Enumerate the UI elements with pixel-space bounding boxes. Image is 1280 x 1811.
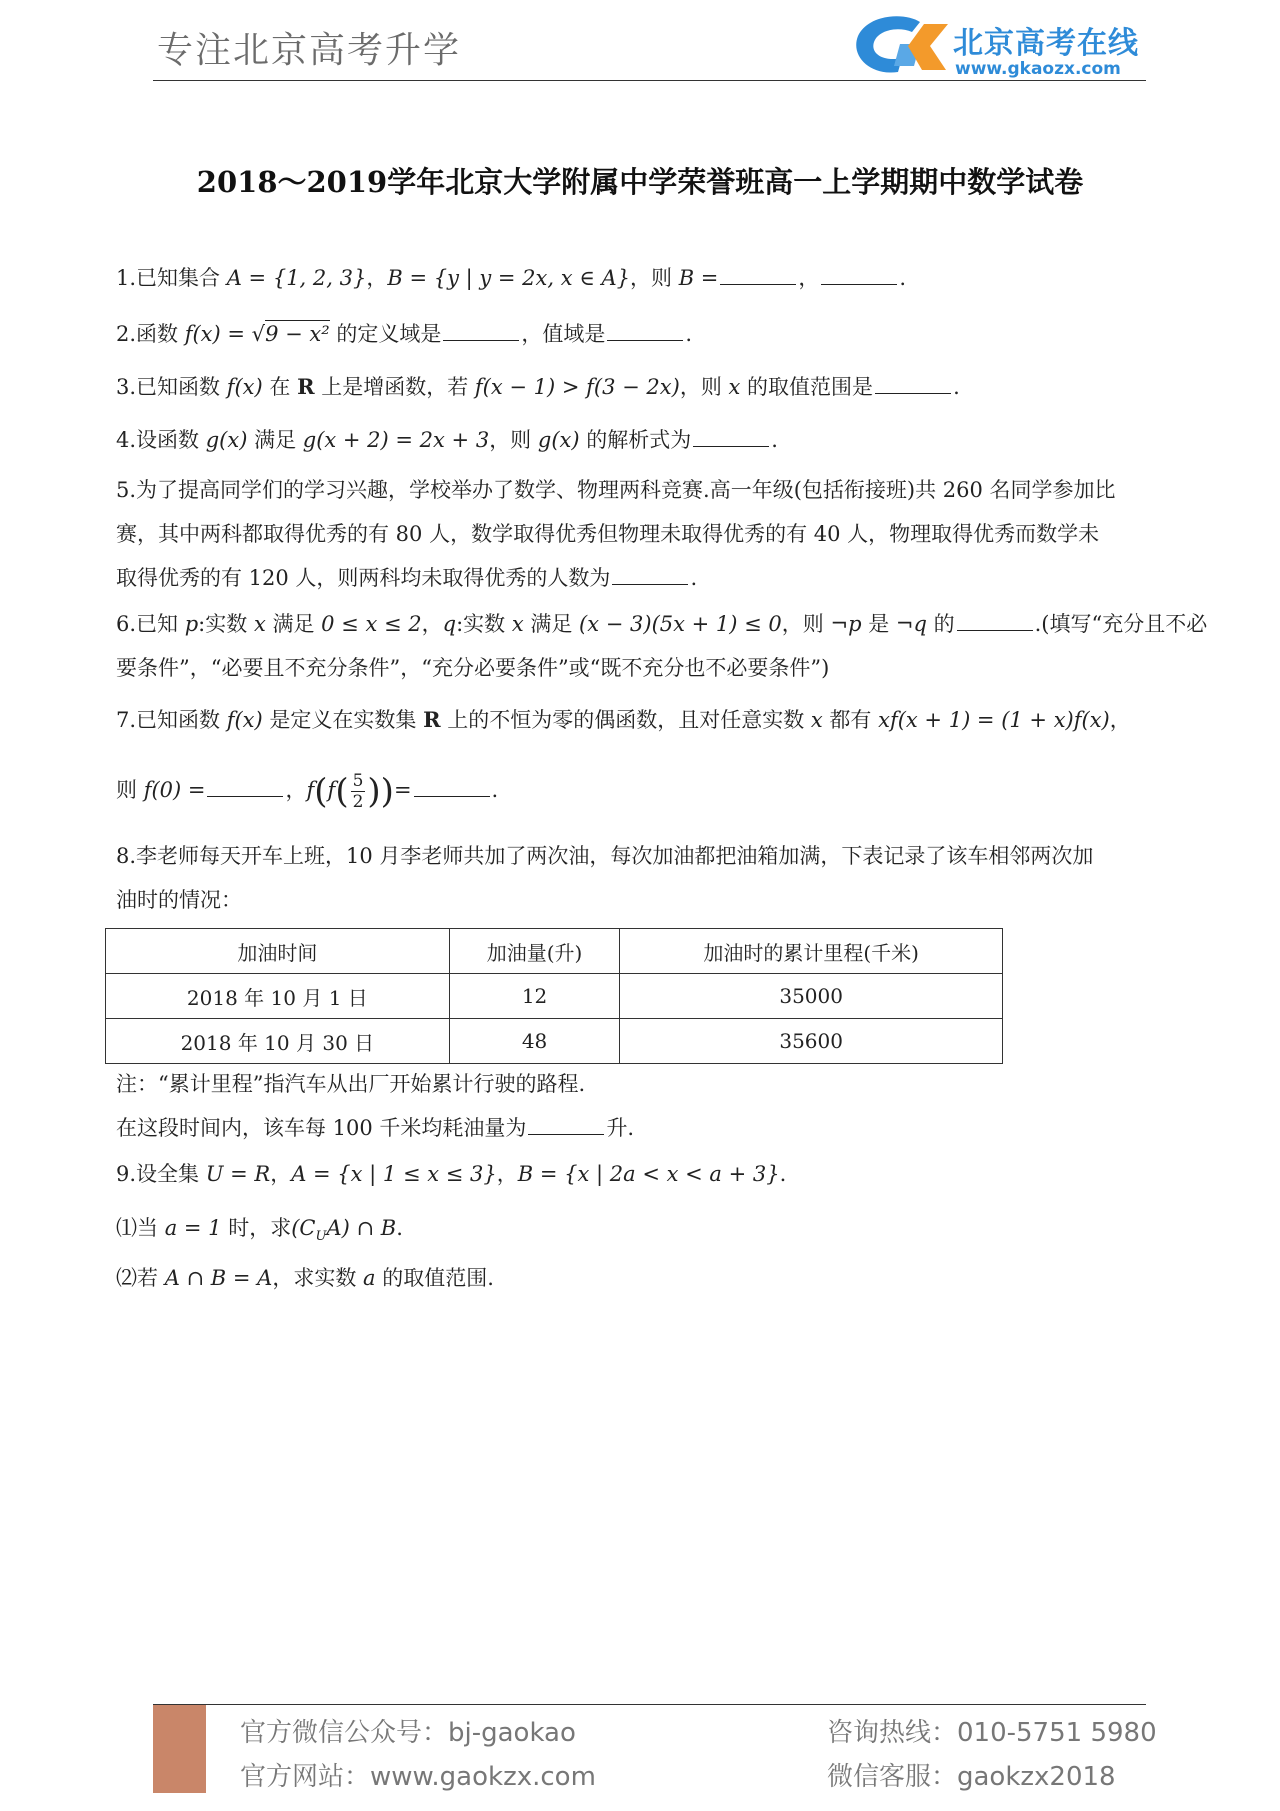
q3-in: 在 bbox=[262, 375, 298, 399]
q2-answer-blank-1 bbox=[443, 339, 519, 341]
q7-x: x bbox=[810, 708, 823, 732]
q1-sep: ， bbox=[366, 266, 388, 290]
q8-line-2: 油时的情况： bbox=[116, 888, 242, 912]
q7-def: 是定义在实数集 bbox=[262, 708, 424, 732]
logo-url: www.gkaozx.com bbox=[955, 59, 1121, 79]
header-divider bbox=[153, 80, 1146, 81]
q7-frac-num: 5 bbox=[352, 771, 364, 791]
q3-reals: R bbox=[297, 374, 315, 399]
q6-range: 0 ≤ x ≤ 2 bbox=[321, 612, 422, 636]
logo-text: 北京高考在线 bbox=[953, 26, 1139, 61]
q8-line-1: 8.李老师每天开车上班，10 月李老师共加了两次油，每次加油都把油箱加满，下表记录了该车相邻两次加 bbox=[116, 844, 1094, 868]
question-8 bbox=[116, 834, 1176, 922]
q4-func-2: g(x) bbox=[537, 428, 580, 452]
q4-func: g(x) bbox=[205, 428, 248, 452]
q9-universe: U = R bbox=[205, 1162, 271, 1186]
q3-func: f(x) bbox=[226, 375, 263, 399]
q7-f0: f(0) = bbox=[143, 778, 206, 802]
q9-sub2-ask: ，求实数 bbox=[272, 1266, 364, 1290]
q7-f-inner: f bbox=[327, 778, 336, 802]
q6-sep: ， bbox=[421, 612, 443, 636]
q1-text: 1.已知集合 bbox=[116, 266, 227, 290]
q3-text: 3.已知函数 bbox=[116, 375, 227, 399]
table-cell: 12 bbox=[449, 974, 620, 1019]
q7-sep: ， bbox=[285, 778, 307, 802]
q6-satisfy-2: 满足 bbox=[523, 612, 580, 636]
table-header-row bbox=[106, 929, 1003, 974]
table-cell: 48 bbox=[449, 1019, 620, 1064]
table-row bbox=[106, 1019, 1003, 1064]
q1-b-eq: B = bbox=[678, 266, 719, 290]
q9-intersection: A) ∩ B bbox=[326, 1216, 397, 1240]
q6-x-2: x bbox=[511, 612, 524, 636]
question-5 bbox=[116, 468, 1176, 600]
table-cell: 2018 年 10 月 1 日 bbox=[106, 974, 450, 1019]
q2-func: f(x) = bbox=[184, 322, 252, 346]
q1-end: . bbox=[899, 266, 907, 290]
q6-inequality: (x − 3)(5x + 1) ≤ 0 bbox=[579, 612, 782, 636]
question-3 bbox=[116, 365, 1176, 409]
sqrt-icon: √ bbox=[251, 322, 266, 346]
right-paren-icon: ) bbox=[367, 771, 381, 812]
q6-p-def: :实数 bbox=[198, 612, 254, 636]
q6-q-def: :实数 bbox=[456, 612, 512, 636]
question-4 bbox=[116, 418, 1176, 462]
q4-equation: g(x + 2) = 2x + 3 bbox=[302, 428, 490, 452]
q6-is: 是 bbox=[861, 612, 896, 636]
q7-answer-blank-1 bbox=[207, 795, 283, 797]
q9-text: 9.设全集 bbox=[116, 1162, 206, 1186]
q5-answer-blank bbox=[612, 583, 688, 585]
q7-have: 都有 bbox=[822, 708, 879, 732]
table-cell: 35000 bbox=[620, 974, 1003, 1019]
question-9 bbox=[116, 1152, 1176, 1196]
q7-comma: ， bbox=[1109, 708, 1131, 732]
footer-website: 官方网站：www.gaokzx.com bbox=[240, 1762, 596, 1792]
question-6 bbox=[116, 602, 1208, 690]
q7-func: f(x) bbox=[226, 708, 263, 732]
q7-f-outer: f bbox=[306, 778, 315, 802]
question-1 bbox=[116, 256, 1176, 300]
q9-complement-sub: U bbox=[315, 1229, 327, 1245]
q1-answer-blank-2 bbox=[821, 283, 897, 285]
q1-answer-blank-1 bbox=[720, 283, 796, 285]
q3-inequality: f(x − 1) > f(3 − 2x) bbox=[474, 375, 680, 399]
site-logo bbox=[850, 14, 1170, 84]
table-cell: 2018 年 10 月 30 日 bbox=[106, 1019, 450, 1064]
q6-satisfy: 满足 bbox=[265, 612, 322, 636]
q6-not-p: ¬p bbox=[830, 612, 862, 636]
left-paren-icon: ( bbox=[314, 771, 328, 812]
q6-line-1 bbox=[116, 602, 1208, 646]
q4-satisfy: 满足 bbox=[247, 428, 303, 452]
question-2 bbox=[116, 312, 1176, 356]
q4-ask: 的解析式为 bbox=[579, 428, 692, 452]
q9-sep: ， bbox=[270, 1162, 292, 1186]
q6-line-2: 要条件”，“必要且不充分条件”，“充分必要条件”或“既不充分也不必要条件”) bbox=[116, 656, 830, 680]
question-7 bbox=[116, 698, 1176, 742]
q6-answer-blank bbox=[957, 629, 1033, 631]
q3-var: x bbox=[728, 375, 741, 399]
q9-complement: (C bbox=[291, 1216, 316, 1240]
q7-then: 则 bbox=[116, 778, 144, 802]
footer-accent-block bbox=[153, 1705, 206, 1793]
q6-of: 的 bbox=[926, 612, 955, 636]
q2-text: 2.函数 bbox=[116, 322, 185, 346]
question-7-line-2 bbox=[116, 768, 1176, 814]
q4-end: . bbox=[771, 428, 778, 452]
q1-comma: ， bbox=[798, 266, 820, 290]
q2-end: . bbox=[685, 322, 693, 346]
q2-radicand: 9 − x² bbox=[265, 322, 330, 346]
q6-hint: .(填写“充分且不必 bbox=[1034, 612, 1208, 636]
table-header: 加油量(升) bbox=[449, 929, 620, 974]
q5-end: . bbox=[690, 566, 698, 590]
footer-wechat: 官方微信公众号：bj-gaokao bbox=[240, 1718, 576, 1748]
footer-hotline: 咨询热线：010-5751 5980 bbox=[827, 1718, 1157, 1748]
q9-end: . bbox=[779, 1162, 787, 1186]
q2-answer-blank-2 bbox=[607, 339, 683, 341]
table-cell: 35600 bbox=[620, 1019, 1003, 1064]
q9-part-1 bbox=[116, 1206, 1176, 1259]
q4-answer-blank bbox=[693, 445, 769, 447]
q3-ask: 的取值范围是 bbox=[740, 375, 874, 399]
footer-divider bbox=[153, 1704, 1146, 1705]
q7-reals: R bbox=[423, 707, 441, 732]
q9-sep-2: ， bbox=[496, 1162, 518, 1186]
gk-logo-icon bbox=[850, 14, 955, 76]
q7-answer-blank-2 bbox=[414, 795, 490, 797]
q9-sub1-end: . bbox=[396, 1216, 403, 1240]
q8-unit: 升. bbox=[606, 1116, 635, 1140]
footer-service: 微信客服：gaokzx2018 bbox=[827, 1762, 1116, 1792]
q9-set-a: A = {x | 1 ≤ x ≤ 3} bbox=[291, 1162, 497, 1186]
q5-line-3-text: 取得优秀的有 120 人，则两科均未取得优秀的人数为 bbox=[116, 566, 611, 590]
q8-answer-blank bbox=[528, 1133, 604, 1135]
q5-line-1: 5.为了提高同学们的学习兴趣，学校举办了数学、物理两科竞赛.高一年级(包括衔接班)共 260 名同学参加比 bbox=[116, 478, 1116, 502]
q9-sub1-label: ⑴当 bbox=[116, 1216, 165, 1240]
q7-equation: xf(x + 1) = (1 + x)f(x) bbox=[878, 708, 1110, 732]
page-title: 2018～2019学年北京大学附属中学荣誉班高一上学期期中数学试卷 bbox=[196, 165, 1084, 199]
q9-part-2 bbox=[116, 1256, 1176, 1300]
q6-q: q bbox=[442, 612, 457, 636]
q9-set-b: B = {x | 2a < x < a + 3} bbox=[517, 1162, 780, 1186]
table-header: 加油时的累计里程(千米) bbox=[620, 929, 1003, 974]
q7-end: . bbox=[491, 778, 499, 802]
q9-sub1-ask: 时，求 bbox=[221, 1216, 292, 1240]
q4-then: ，则 bbox=[489, 428, 538, 452]
q5-line-3 bbox=[116, 556, 1176, 600]
q8-ask-text: 在这段时间内，该车每 100 千米均耗油量为 bbox=[116, 1116, 527, 1140]
q6-then: ，则 bbox=[781, 612, 831, 636]
q1-then: ，则 bbox=[630, 266, 679, 290]
q9-a-value: a = 1 bbox=[164, 1216, 222, 1240]
q4-text: 4.设函数 bbox=[116, 428, 206, 452]
q7-text: 7.已知函数 bbox=[116, 708, 227, 732]
q8-note: 注：“累计里程”指汽车从出厂开始累计行驶的路程. bbox=[116, 1072, 586, 1096]
q2-domain-text: 的定义域是 bbox=[329, 322, 442, 346]
q3-answer-blank bbox=[875, 392, 951, 394]
q3-cond: 上是增函数，若 bbox=[314, 375, 475, 399]
q7-cond: 上的不恒为零的偶函数，且对任意实数 bbox=[440, 708, 811, 732]
q6-not-q: ¬q bbox=[895, 612, 927, 636]
q6-x: x bbox=[253, 612, 266, 636]
right-paren-icon: ) bbox=[380, 771, 394, 812]
q9-condition: A ∩ B = A bbox=[164, 1266, 273, 1290]
q8-question bbox=[116, 1106, 1176, 1150]
q9-sub2-label: ⑵若 bbox=[116, 1266, 165, 1290]
left-paren-icon: ( bbox=[335, 771, 349, 812]
q2-range-text: ，值域是 bbox=[521, 322, 606, 346]
q7-fraction bbox=[351, 771, 366, 812]
table-header: 加油时间 bbox=[106, 929, 450, 974]
q9-a: a bbox=[363, 1266, 376, 1290]
q1-set-a: A = {1, 2, 3} bbox=[226, 266, 367, 290]
header-slogan: 专注北京高考升学 bbox=[157, 30, 462, 71]
q7-eq: = bbox=[393, 778, 412, 802]
q5-line-2: 赛，其中两科都取得优秀的有 80 人，数学取得优秀但物理未取得优秀的有 40 人，物理取得优秀而数学未 bbox=[116, 522, 1100, 546]
q1-set-b: B = {y | y = 2x, x ∈ A} bbox=[387, 266, 631, 290]
q7-frac-den: 2 bbox=[352, 792, 364, 812]
q3-end: . bbox=[953, 375, 960, 399]
q3-then: ，则 bbox=[679, 375, 729, 399]
q6-p: p bbox=[184, 612, 199, 636]
fuel-table bbox=[105, 928, 1003, 1064]
q9-sub2-end: 的取值范围. bbox=[375, 1266, 494, 1290]
table-row bbox=[106, 974, 1003, 1019]
q6-text: 6.已知 bbox=[116, 612, 185, 636]
